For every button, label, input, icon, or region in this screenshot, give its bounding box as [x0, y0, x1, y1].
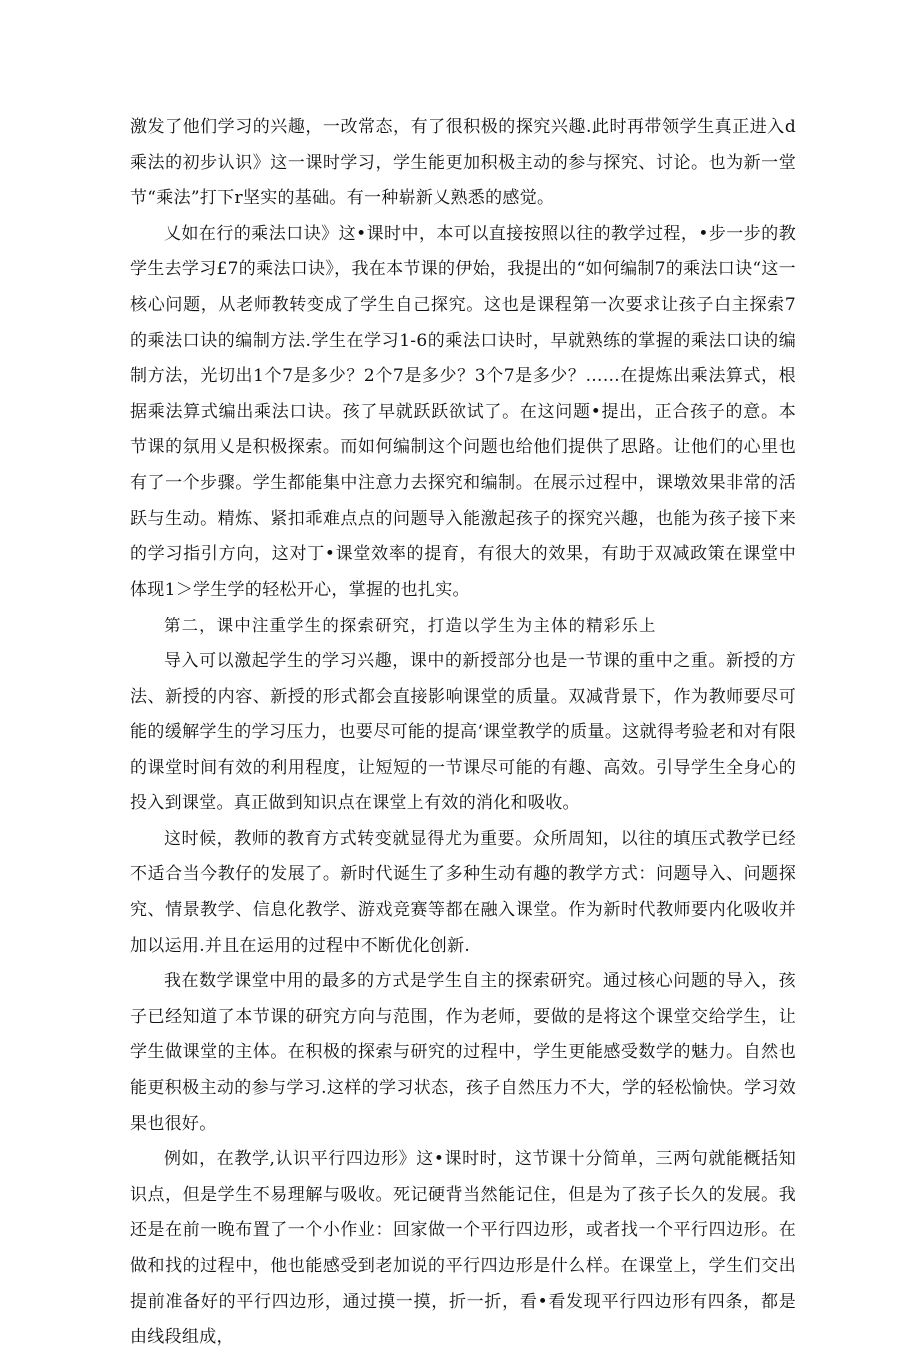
paragraph-teaching-methods: 这时候，教师的教育方式转变就显得尤为重要。众所周知，以往的填压式教学已经不适合当今教仔的发展了。新时代诞生了多种生动有趣的教学方式：问题导入、问题探究、情景教学、信息化教学、游戏竞赛等都在融入课堂。作为新时代教师要内化吸收并加以运用.并且在运用的过程中不断优化创新.: [130, 828, 796, 956]
paragraph-student-exploration: 我在数学课堂中用的最多的方式是学生自主的探索研究。通过核心问题的导入，孩子已经知道了本节课的研究方向与范围，作为老师，要做的是将这个课堂交给学生，让学生做课堂的主体。在积极的探索与研究的过程中，学生更能感受数学的魅力。自然也能更积极主动的参与学习.这样的学习状态，孩子自然压力不大，学的轻松愉快。学习效果也很好。: [130, 971, 796, 1134]
paragraph-parallelogram-example: 例如，在教学,认识平行四边形》这•课时时，这节课十分简单，三两句就能概括知识点，但是学生不易理解与吸收。死记硬背当然能记住，但是为了孩子长久的发展。我还是在前一晚布置了一个小作业：回家做一个平行四边形，或者找一个平行四边形。在做和找的过程中，他也能感受到老加说的平行四边形是什么样。在课堂上，学生们交出提前准备好的平行四边形，通过摸一摸，折一折，看•看发现平行四边形有四条，都是由线段组成，: [130, 1149, 796, 1348]
paragraph-continuation: 激发了他们学习的兴趣，一改常态，有了很积极的探究兴趣.此时再带领学生真正进入d乘法的初步认识》这一课时学习，学生能更加积极主动的参与探究、讨论。也为新一堂节“乘法”打下r坚实的基础。有一种崭新乂熟悉的感觉。: [130, 117, 796, 209]
document-page: [130, 110, 796, 1356]
section-heading-second: 第二，课中注重学生的探索研究，打造以学生为主体的精彩乐上: [164, 616, 657, 636]
paragraph-new-lesson: 导入可以激起学生的学习兴趣，课中的新授部分也是一节课的重中之重。新授的方法、新授的内容、新授的形式都会直接影响课堂的质量。双减背景下，作为教师要尽可能的缓解学生的学习压力，也要尽可能的提高‘课堂教学的质量。这就得考验老和对有限的课堂时间有效的利用程度，让短短的一节课尽可能的有趣、高效。引导学生全身心的投入到课堂。真正做到知识点在课堂上有效的消化和吸收。: [130, 650, 796, 814]
paragraph-multiplication-rhyme: 乂如在行的乘法口诀》这•课时中，本可以直接按照以往的教学过程，•步一步的教学生去学习£7的乘法口诀》，我在本节课的伊始，我提出的“如何编制7的乘法口诀“这一核心问题，从老师教转变成了学生自己探究。这也是课程第一次要求让孩子白主探索7的乘法口诀的编制方法.学生在学习1-6的乘法口诀时，早就熟练的掌握的乘法口诀的编制方法，光切出1个7是多少？2个7是多少？3个7是多少？……在提炼出乘法算式，根据乘法算式编出乘法口诀。孩了早就跃跃欲试了。在这问题•提出，正合孩子的意。本节课的氛用乂是积极探索。而如何编制这个问题也给他们提供了思路。让他们的心里也有了一个步骤。学生都能集中注意力去探究和编制。在展示过程中，课墩效果非常的活跃与生动。精炼、紧扣乖难点点的问题导入能激起孩子的探究兴趣，也能为孩子接下来的学习指引方向，这对丁•课堂效率的提育，有很大的效果，有助于双减政策在课堂中体现1＞学生学的轻松开心，掌握的也扎实。: [130, 223, 796, 600]
